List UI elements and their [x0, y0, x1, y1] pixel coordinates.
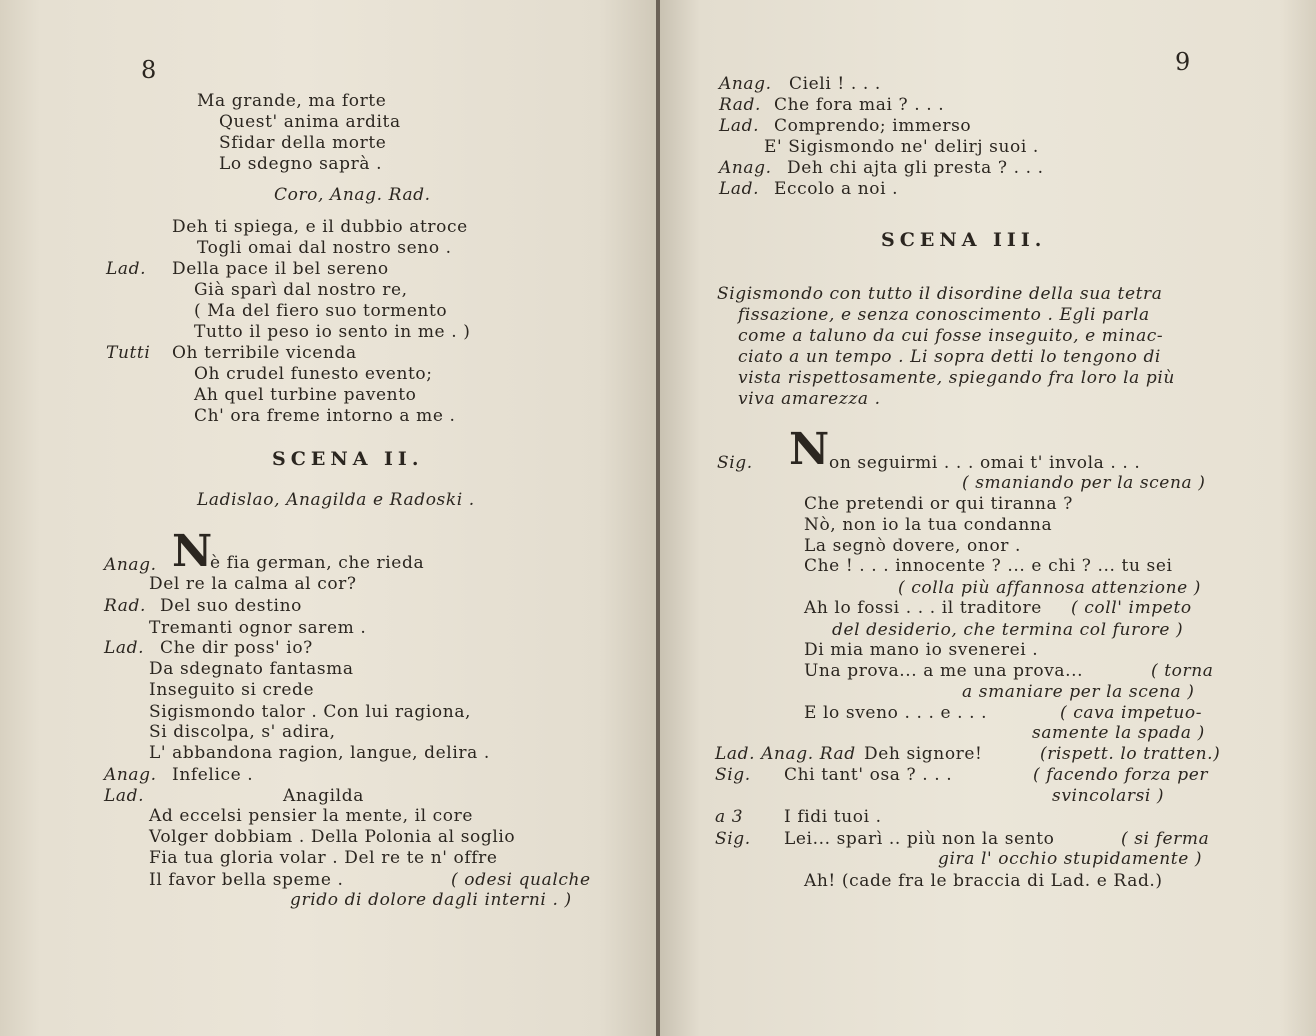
- speaker-label: Anag.: [104, 765, 157, 785]
- drop-cap: N: [789, 424, 830, 475]
- verse-line: Che fora mai ? . . .: [774, 95, 945, 115]
- speaker-label: Rad.: [719, 95, 762, 115]
- verse-line: Quest' anima ardita: [219, 112, 401, 132]
- verse-line: Che dir poss' io?: [160, 638, 313, 658]
- stage-direction: del desiderio, che termina col furore ): [832, 620, 1184, 640]
- verse-line: Fia tua gloria volar . Del re te n' offre: [149, 848, 498, 868]
- speaker-label: Sig.: [717, 453, 753, 473]
- stage-direction: ( torna: [1151, 661, 1214, 681]
- stage-direction: ( odesi qualche: [451, 870, 591, 890]
- verse-line: Cieli ! . . .: [789, 74, 881, 94]
- stage-direction: ( smaniando per la scena ): [962, 473, 1206, 493]
- scene-heading: SCENA III.: [881, 229, 1047, 251]
- verse-line: Inseguito si crede: [149, 680, 315, 700]
- stage-direction: ( si ferma: [1121, 829, 1210, 849]
- verse-line: Ch' ora freme intorno a me .: [194, 406, 456, 426]
- verse-line: Una prova... a me una prova...: [804, 661, 1084, 681]
- speaker-label: Lad.: [104, 638, 145, 658]
- speaker-label: Lad.: [104, 786, 145, 806]
- verse-line: Oh terribile vicenda: [172, 343, 357, 363]
- stage-direction: a smaniare per la scena ): [962, 682, 1195, 702]
- stage-direction: ( colla più affannosa attenzione ): [898, 578, 1202, 598]
- speaker-label: Lad. Anag. Rad: [715, 744, 856, 764]
- stage-direction: ( coll' impeto: [1071, 598, 1192, 618]
- speaker-label: Anag.: [719, 74, 772, 94]
- stage-direction: gira l' occhio stupidamente ): [938, 849, 1203, 869]
- stage-direction: ( facendo forza per: [1033, 765, 1209, 785]
- verse-line: Deh signore!: [864, 744, 983, 764]
- verse-line: Togli omai dal nostro seno .: [197, 238, 452, 258]
- verse-line: Lei... sparì .. più non la sento: [784, 829, 1055, 849]
- verse-line: Sigismondo talor . Con lui ragiona,: [149, 702, 472, 722]
- speaker-label: Anag.: [104, 555, 157, 575]
- verse-line: Nò, non io la tua condanna: [804, 515, 1053, 535]
- verse-line: Ah quel turbine pavento: [194, 385, 417, 405]
- verse-line: Il favor bella speme .: [149, 870, 344, 890]
- verse-line: Lo sdegno saprà .: [219, 154, 383, 174]
- page-number: 8: [141, 56, 157, 84]
- verse-line: Che ! . . . innocente ? ... e chi ? ... tu sei: [804, 556, 1173, 576]
- scene-description: Sigismondo con tutto il disordine della sua tetra: [717, 284, 1163, 304]
- verse-line: Già sparì dal nostro re,: [194, 280, 408, 300]
- verse-line: Che pretendi or qui tiranna ?: [804, 494, 1073, 514]
- verse-line: Del re la calma al cor?: [149, 574, 357, 594]
- verse-line: Volger dobbiam . Della Polonia al soglio: [149, 827, 516, 847]
- verse-line: Si discolpa, s' adira,: [149, 722, 336, 742]
- verse-line: I fidi tuoi .: [784, 807, 882, 827]
- speaker-label: Anag.: [719, 158, 772, 178]
- verse-line: La segnò dovere, onor .: [804, 536, 1022, 556]
- scene-description: come a taluno da cui fosse inseguito, e minac-: [738, 326, 1164, 346]
- scene-description: fissazione, e senza conoscimento . Egli parla: [738, 305, 1150, 325]
- verse-line: Comprendo; immerso: [774, 116, 972, 136]
- stage-direction: ( cava impetuo-: [1060, 703, 1203, 723]
- verse-line: Tutto il peso io sento in me . ): [194, 322, 471, 342]
- verse-line: Da sdegnato fantasma: [149, 659, 354, 679]
- speaker-label: Lad.: [719, 116, 760, 136]
- stage-direction: samente la spada ): [1032, 723, 1205, 743]
- speaker-label: a 3: [715, 807, 744, 827]
- verse-line: Sfidar della morte: [219, 133, 387, 153]
- scene-description: viva amarezza .: [738, 389, 881, 409]
- verse-line: Chi tant' osa ? . . .: [784, 765, 953, 785]
- verse-line: Della pace il bel sereno: [172, 259, 389, 279]
- verse-line: Del suo destino: [160, 596, 302, 616]
- verse-line: ( Ma del fiero suo tormento: [194, 301, 448, 321]
- verse-line: E' Sigismondo ne' delirj suoi .: [764, 137, 1039, 157]
- verse-line: Oh crudel funesto evento;: [194, 364, 433, 384]
- speaker-label: Lad.: [106, 259, 147, 279]
- speaker-label: Tutti: [106, 343, 151, 363]
- verse-line: Anagilda: [283, 786, 364, 806]
- drop-cap: N: [172, 526, 213, 577]
- verse-line: E lo sveno . . . e . . .: [804, 703, 988, 723]
- verse-line: Di mia mano io svenerei .: [804, 640, 1039, 660]
- right-page: [660, 0, 1316, 1036]
- scene-heading: SCENA II.: [272, 448, 424, 470]
- verse-line: L' abbandona ragion, langue, delira .: [149, 743, 490, 763]
- speaker-label: Sig.: [715, 829, 751, 849]
- stage-direction: (rispett. lo tratten.): [1040, 744, 1221, 764]
- speaker-heading: Coro, Anag. Rad.: [274, 185, 431, 205]
- verse-line: è fia german, che rieda: [210, 553, 425, 573]
- speaker-label: Sig.: [715, 765, 751, 785]
- scene-description: vista rispettosamente, spiegando fra loro la più: [738, 368, 1175, 388]
- scene-characters: Ladislao, Anagilda e Radoski .: [197, 490, 475, 510]
- verse-line: on seguirmi . . . omai t' invola . . .: [829, 453, 1141, 473]
- verse-line: Infelice .: [172, 765, 254, 785]
- verse-line: Eccolo a noi .: [774, 179, 899, 199]
- verse-line: Ah lo fossi . . . il traditore: [804, 598, 1042, 618]
- verse-line: Ma grande, ma forte: [197, 91, 387, 111]
- speaker-label: Rad.: [104, 596, 147, 616]
- stage-direction: grido di dolore dagli interni . ): [290, 890, 572, 910]
- scene-description: ciato a un tempo . Li sopra detti lo tengono di: [738, 347, 1161, 367]
- verse-line: Deh ti spiega, e il dubbio atroce: [172, 217, 468, 237]
- verse-line: Ad eccelsi pensier la mente, il core: [149, 806, 473, 826]
- verse-line: Deh chi ajta gli presta ? . . .: [787, 158, 1044, 178]
- page-number: 9: [1175, 48, 1191, 76]
- verse-line: Ah! (cade fra le braccia di Lad. e Rad.): [804, 871, 1163, 891]
- verse-line: Tremanti ognor sarem .: [149, 618, 367, 638]
- speaker-label: Lad.: [719, 179, 760, 199]
- stage-direction: svincolarsi ): [1052, 786, 1165, 806]
